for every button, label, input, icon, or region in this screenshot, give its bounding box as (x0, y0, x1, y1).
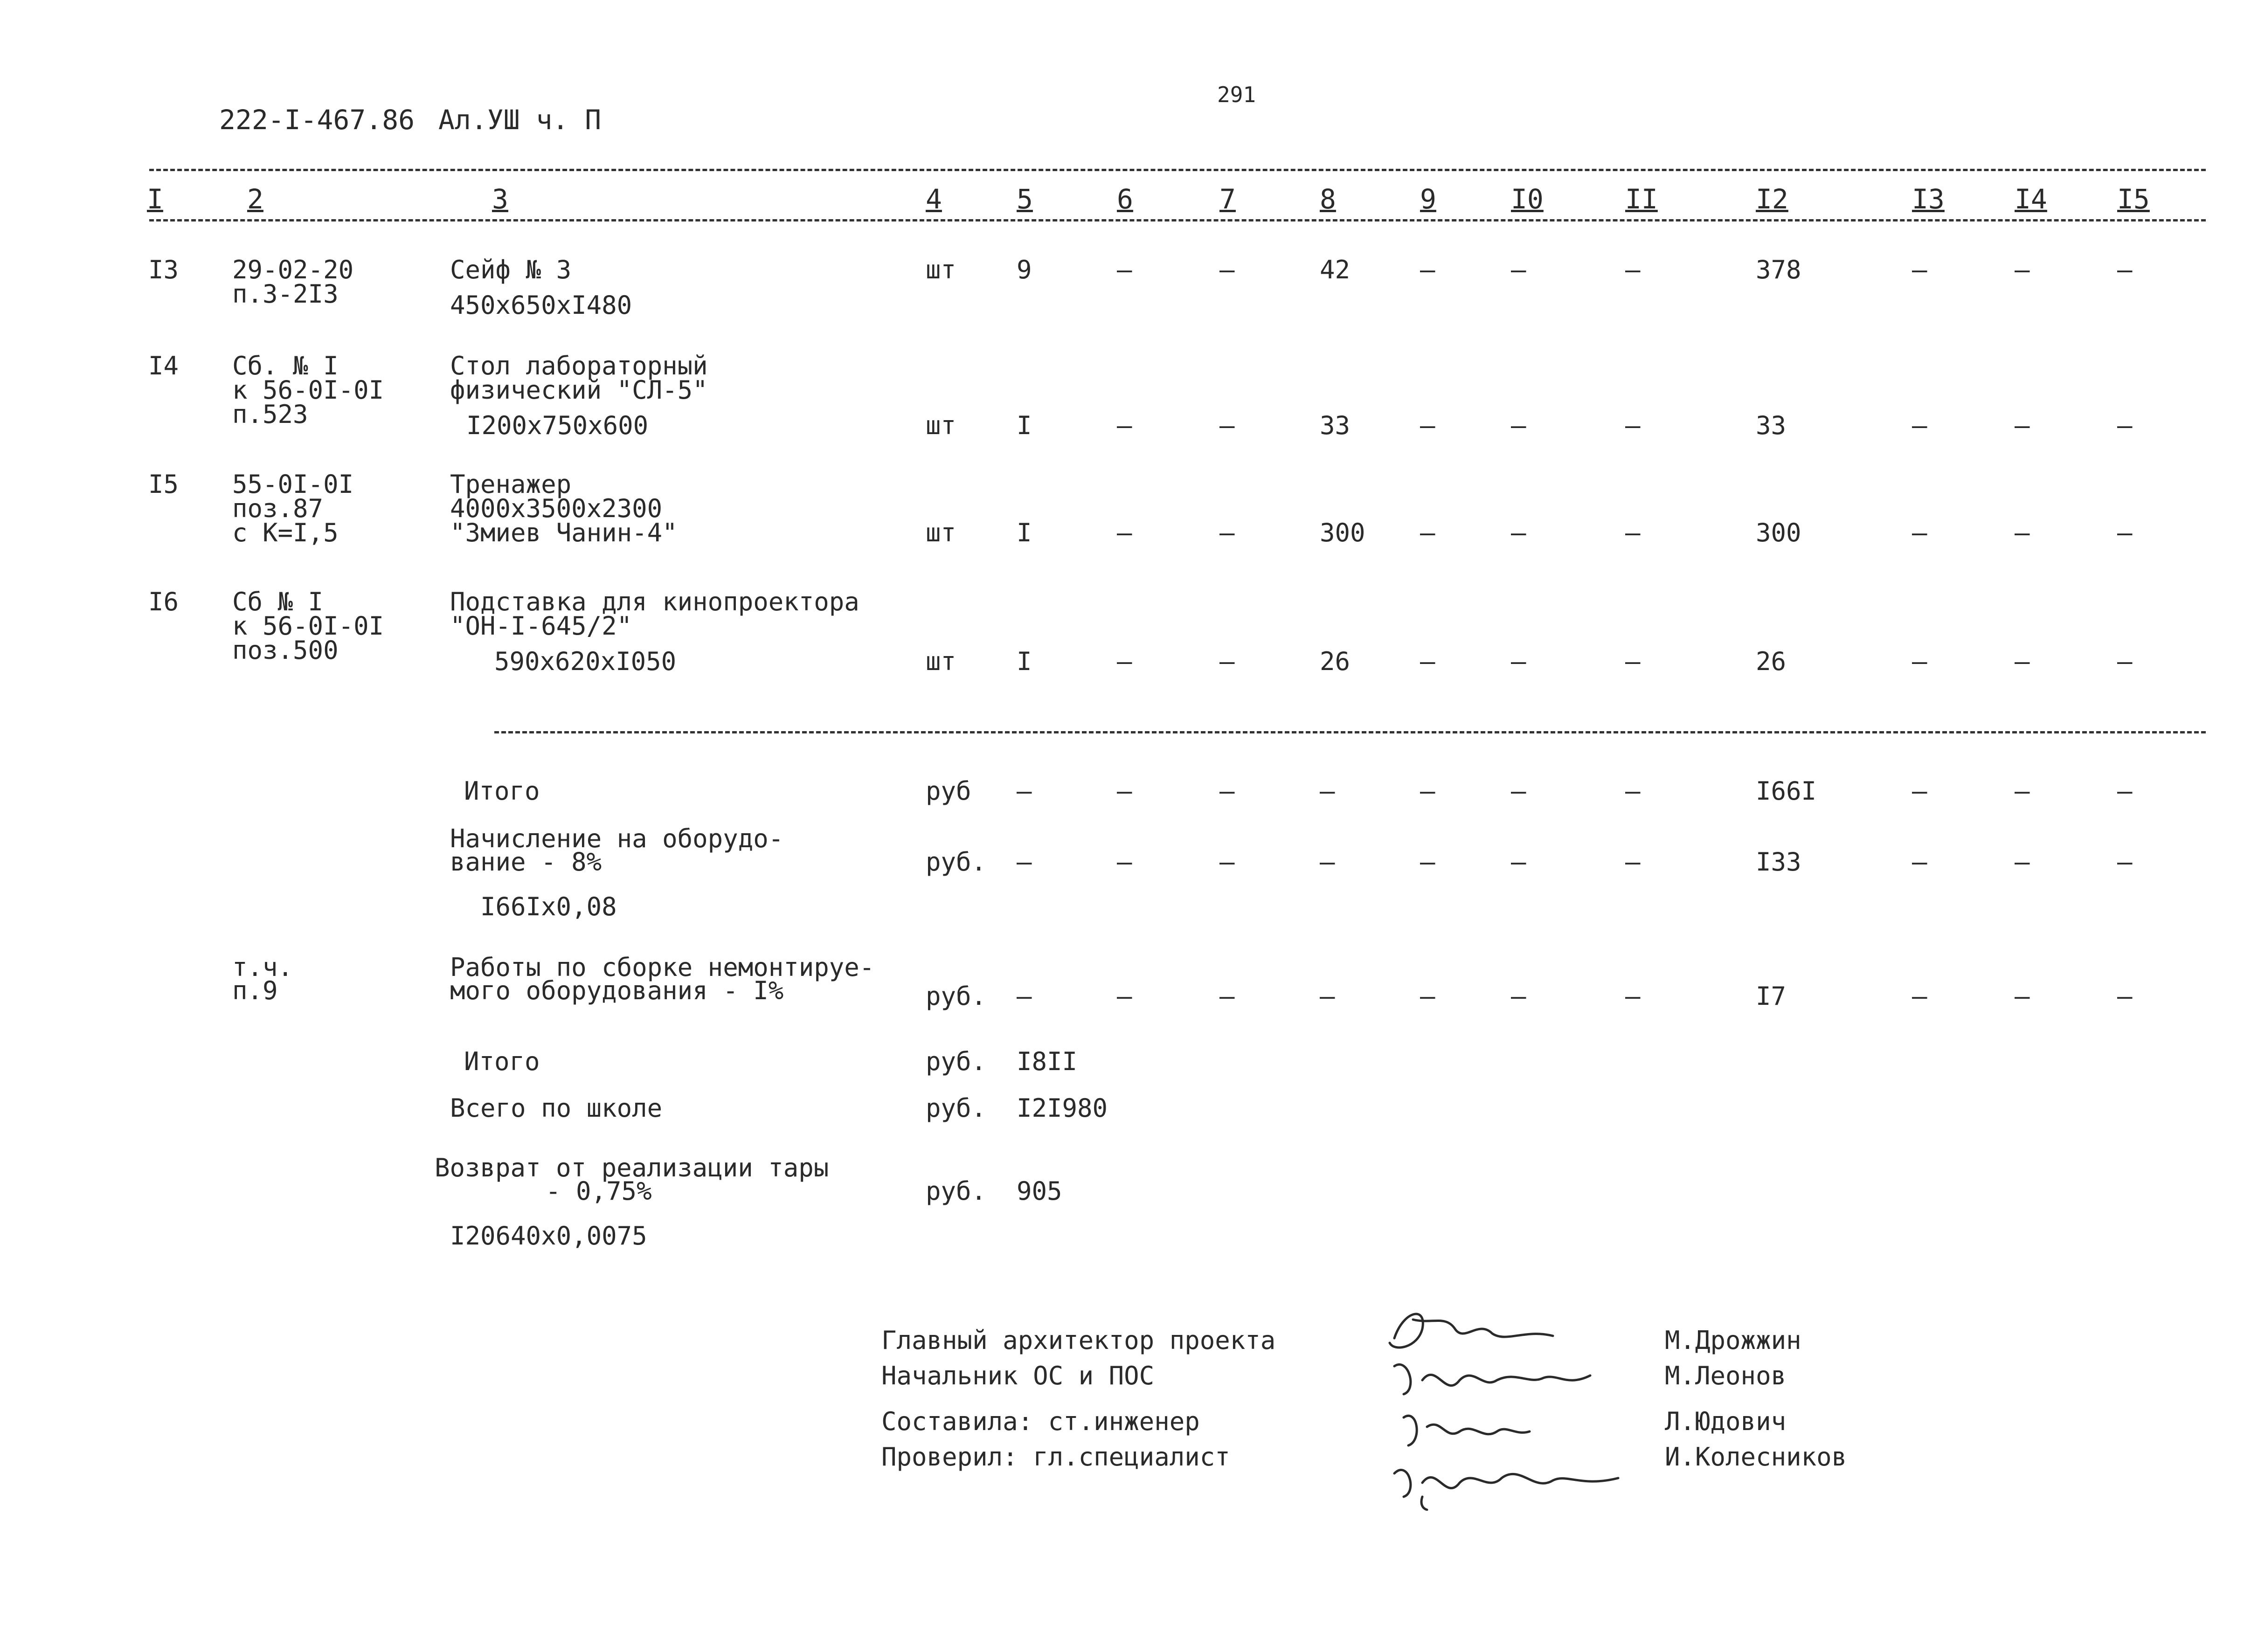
signer-role: Начальник ОС и ПОС (881, 1361, 1155, 1390)
column-header: II (1625, 183, 1658, 215)
row-col6: – (1117, 518, 1132, 547)
row-col14: – (2015, 255, 2030, 284)
row-unit: шт (926, 518, 956, 547)
subtotal-rule (494, 731, 2206, 733)
row-col9: – (1420, 411, 1435, 440)
row-col6: – (1117, 255, 1132, 284)
row-col15: – (2117, 518, 2133, 547)
return-unit: руб. (926, 1176, 987, 1206)
row-col15: – (2117, 411, 2133, 440)
row-col7: – (1219, 518, 1235, 547)
row-col10: – (1511, 255, 1526, 284)
top-rule (149, 169, 2206, 171)
row-col11: – (1625, 255, 1641, 284)
row-col7: – (1219, 255, 1235, 284)
assembly-col5: – (1017, 982, 1032, 1011)
assembly-col14: – (2015, 982, 2030, 1011)
row-reference: 29-02-20 (232, 255, 354, 284)
subtotal-label: Итого (464, 776, 540, 806)
row-col15: – (2117, 255, 2133, 284)
row-col12: 378 (1756, 255, 1801, 284)
return-label: Возврат от реализации тары (435, 1153, 829, 1182)
row-number: I4 (148, 351, 179, 380)
signer-name: М.Леонов (1665, 1361, 1787, 1390)
charge-col12: I33 (1756, 847, 1801, 877)
charge-col8: – (1320, 847, 1335, 877)
charge-col5: – (1017, 847, 1032, 877)
total-unit: руб. (926, 1047, 987, 1076)
row-col9: – (1420, 518, 1435, 547)
subtotal-col5: – (1017, 776, 1032, 806)
assembly-col15: – (2117, 982, 2133, 1011)
row-description: 4000x3500x2300 (450, 494, 663, 523)
row-col5: I (1017, 411, 1032, 440)
return-formula: I20640x0,0075 (450, 1221, 647, 1251)
subtotal-col11: – (1625, 776, 1641, 806)
row-col7: – (1219, 647, 1235, 676)
charge-col13: – (1912, 847, 1927, 877)
subtotal-col14: – (2015, 776, 2030, 806)
header-rule (149, 219, 2206, 221)
row-col13: – (1912, 255, 1927, 284)
row-reference: Сб № I (232, 587, 324, 616)
total-label: Итого (464, 1047, 540, 1076)
row-reference: к 56-0I-0I (232, 375, 384, 405)
row-reference: поз.500 (232, 636, 339, 665)
row-col8: 42 (1320, 255, 1351, 284)
row-reference: с К=I,5 (232, 518, 339, 547)
charge-col11: – (1625, 847, 1641, 877)
subtotal-col15: – (2117, 776, 2133, 806)
assembly-reference: п.9 (232, 976, 278, 1005)
row-reference: поз.87 (232, 494, 324, 523)
school-total-unit: руб. (926, 1093, 987, 1123)
school-total-value: I2I980 (1017, 1093, 1108, 1123)
row-col8: 300 (1320, 518, 1365, 547)
school-total-label: Всего по школе (450, 1093, 663, 1123)
subtotal-col13: – (1912, 776, 1927, 806)
charge-col15: – (2117, 847, 2133, 877)
charge-col7: – (1219, 847, 1235, 877)
row-unit: шт (926, 255, 956, 284)
album-label: Ал.УШ ч. П (438, 104, 602, 136)
row-number: I3 (148, 255, 179, 284)
row-reference: к 56-0I-0I (232, 611, 384, 641)
row-description: Сейф № 3 (450, 255, 572, 284)
row-description: 450x650xI480 (450, 290, 632, 320)
row-col11: – (1625, 647, 1641, 676)
column-header: 6 (1117, 183, 1133, 215)
charge-formula: I66Ix0,08 (480, 892, 617, 921)
column-header: I (147, 183, 163, 215)
page-number: 291 (1217, 82, 1256, 107)
signer-role: Проверил: гл.специалист (881, 1442, 1230, 1472)
row-col12: 26 (1756, 647, 1787, 676)
signer-name: М.Дрожжин (1665, 1326, 1801, 1355)
row-col5: I (1017, 518, 1032, 547)
total-value: I8II (1017, 1047, 1078, 1076)
assembly-reference: т.ч. (232, 953, 293, 982)
row-number: I6 (148, 587, 179, 616)
row-col11: – (1625, 411, 1641, 440)
subtotal-unit: руб (926, 776, 971, 806)
subtotal-col8: – (1320, 776, 1335, 806)
column-header: I5 (2117, 183, 2150, 215)
assembly-col13: – (1912, 982, 1927, 1011)
row-col6: – (1117, 647, 1132, 676)
row-col11: – (1625, 518, 1641, 547)
row-description: "ОН-I-645/2" (450, 611, 632, 641)
charge-col9: – (1420, 847, 1435, 877)
charge-col10: – (1511, 847, 1526, 877)
column-header: 9 (1420, 183, 1436, 215)
row-col12: 33 (1756, 411, 1787, 440)
charge-col6: – (1117, 847, 1132, 877)
assembly-label: мого оборудования - I% (450, 976, 784, 1005)
row-col14: – (2015, 518, 2030, 547)
row-col6: – (1117, 411, 1132, 440)
assembly-col9: – (1420, 982, 1435, 1011)
column-header: 3 (492, 183, 508, 215)
assembly-col7: – (1219, 982, 1235, 1011)
row-col14: – (2015, 647, 2030, 676)
row-col13: – (1912, 647, 1927, 676)
assembly-col12: I7 (1756, 982, 1787, 1011)
row-unit: шт (926, 411, 956, 440)
row-col13: – (1912, 411, 1927, 440)
row-col7: – (1219, 411, 1235, 440)
row-col5: 9 (1017, 255, 1032, 284)
charge-label: вание - 8% (450, 847, 602, 877)
column-header: I2 (1756, 183, 1788, 215)
row-col15: – (2117, 647, 2133, 676)
assembly-col11: – (1625, 982, 1641, 1011)
row-col10: – (1511, 411, 1526, 440)
assembly-col6: – (1117, 982, 1132, 1011)
assembly-col10: – (1511, 982, 1526, 1011)
row-description: физический "СЛ-5" (450, 375, 708, 405)
row-reference: 55-0I-0I (232, 470, 354, 499)
charge-col14: – (2015, 847, 2030, 877)
assembly-unit: руб. (926, 982, 987, 1011)
subtotal-col6: – (1117, 776, 1132, 806)
subtotal-col9: – (1420, 776, 1435, 806)
row-description: Подставка для кинопроектора (450, 587, 859, 616)
signer-role: Главный архитектор проекта (881, 1326, 1276, 1355)
row-col10: – (1511, 518, 1526, 547)
column-header: 4 (926, 183, 942, 215)
row-col13: – (1912, 518, 1927, 547)
subtotal-col7: – (1219, 776, 1235, 806)
return-label: - 0,75% (546, 1176, 652, 1206)
document-code: 222-I-467.86 (219, 104, 415, 136)
row-col9: – (1420, 647, 1435, 676)
row-description: 590x620xI050 (494, 647, 677, 676)
column-header: 8 (1320, 183, 1336, 215)
row-col10: – (1511, 647, 1526, 676)
column-header: I4 (2015, 183, 2047, 215)
row-number: I5 (148, 470, 179, 499)
column-header: I3 (1912, 183, 1945, 215)
row-unit: шт (926, 647, 956, 676)
row-description: Стол лабораторный (450, 351, 708, 380)
row-description: I200x750x600 (466, 411, 649, 440)
row-col9: – (1420, 255, 1435, 284)
column-header: 7 (1219, 183, 1236, 215)
column-header: I0 (1511, 183, 1544, 215)
row-reference: Сб. № I (232, 351, 339, 380)
handwritten-signatures (1376, 1292, 1637, 1511)
row-col14: – (2015, 411, 2030, 440)
return-value: 905 (1017, 1176, 1062, 1206)
assembly-col8: – (1320, 982, 1335, 1011)
signer-name: Л.Юдович (1665, 1407, 1787, 1436)
subtotal-col12: I66I (1756, 776, 1817, 806)
assembly-label: Работы по сборке немонтируе- (450, 953, 875, 982)
row-col5: I (1017, 647, 1032, 676)
row-col12: 300 (1756, 518, 1801, 547)
row-description: Тренажер (450, 470, 572, 499)
row-reference: п.3-2I3 (232, 279, 339, 309)
row-reference: п.523 (232, 400, 308, 429)
signer-role: Составила: ст.инженер (881, 1407, 1200, 1436)
row-col8: 33 (1320, 411, 1351, 440)
subtotal-col10: – (1511, 776, 1526, 806)
charge-label: Начисление на оборудо- (450, 824, 784, 853)
row-description: "Змиев Чанин-4" (450, 518, 678, 547)
column-header: 2 (247, 183, 263, 215)
row-col8: 26 (1320, 647, 1351, 676)
signer-name: И.Колесников (1665, 1442, 1847, 1472)
column-header: 5 (1017, 183, 1033, 215)
charge-unit: руб. (926, 847, 987, 877)
